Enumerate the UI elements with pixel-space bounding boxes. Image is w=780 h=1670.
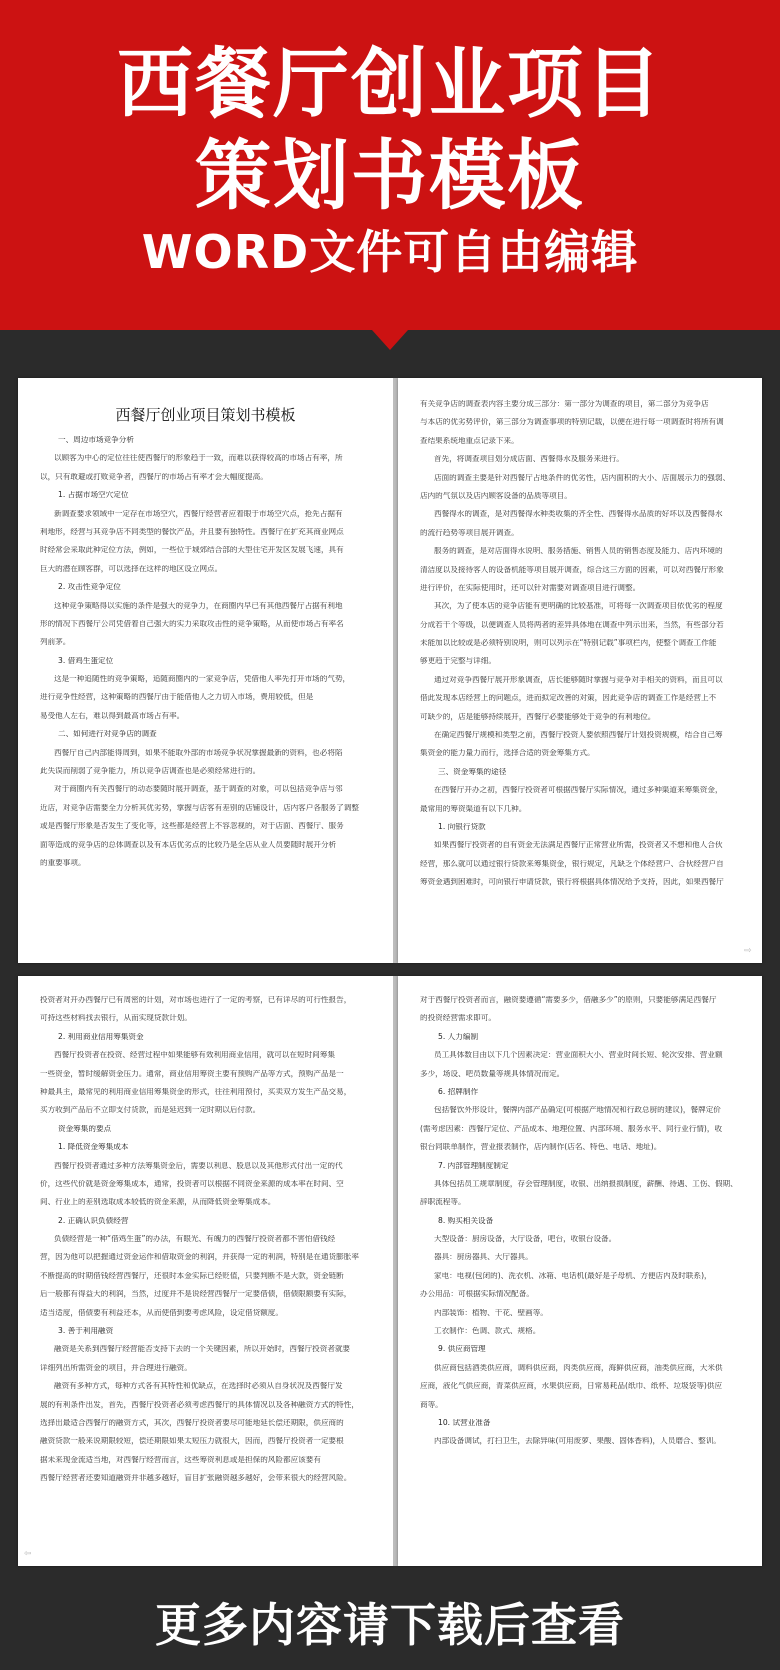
text-line: 店内的气氛以及店内顾客设备的品质等项目。: [420, 491, 572, 500]
text-line: 银台同联单制作，营业报表制作，店内制作(店名、特色、电话、地址)。: [420, 1143, 662, 1152]
text-line: 融资贷款一般来说期限较短，偿还期限如果太短压力就很大，因而，西餐厅投资者一定要根: [40, 1437, 344, 1446]
text-line: 西餐厅投资者通过多种方法筹集资金后，需要以利息、股息以及其他形式付出一定的代: [54, 1161, 343, 1170]
text-line: 借此发现本店经营上的问题点，进而拟定改善的对策，因此竞争店的调查工作是经营上不: [420, 694, 717, 703]
text-line: 西餐厅自己内部能得周到，如果不能取外部的市场竞争状况掌握最新的资料，也必将陷: [54, 748, 343, 757]
page-3-text: [18, 996, 393, 1493]
text-line: 与本店的优劣势评价，第三部分为调查事项的特别记载，以便在进行每一项调查时将所有调: [420, 418, 724, 427]
text-line: 巨大的潜在顾客群，可以选择在这样的地区设立网点。: [40, 564, 223, 573]
banner-subtitle: WORD文件可自由编辑: [141, 225, 639, 279]
text-line: 办公用品：可根据实际情况配备。: [420, 1290, 534, 1299]
page-4-text: [398, 996, 762, 1456]
text-line: 一、周边市场竞争分析: [58, 436, 134, 444]
banner-title-line1: 西餐厅创业项目: [117, 39, 663, 128]
text-line: 家电：电视(包闭的)、洗衣机、冰箱、电话机(最好是子母机、方便店内及时联系)，: [434, 1271, 712, 1280]
text-line: 负债经营是一种“借鸡生蛋”的办法，有眼光、有魄力的西餐厅投资者都不害怕借钱经: [54, 1235, 336, 1244]
text-line: 3. 借鸡生蛋定位: [58, 656, 114, 665]
text-line: 的重要事项。: [40, 858, 86, 867]
text-line: 可缺少的，店是能够持续展开，西餐厅必要能够处于竞争的有利地位。: [420, 712, 656, 721]
text-line: 内部设备调试，打扫卫生，去除异味(可用废萝、果酸、固体香料)，人员磨合、整训。: [434, 1437, 721, 1446]
page-1-text: [18, 436, 393, 877]
text-line: 在西餐厅开办之初，西餐厅投资者可根据西餐厅实际情况，通过多种渠道来筹集资金，: [434, 786, 723, 795]
text-line: 近店，对竞争店需要全力分析其优劣势，掌握与店客有差别的店铺设计，店内客户各服务了调整: [40, 803, 359, 812]
text-line: 最常用的筹资渠道有以下几种。: [420, 804, 527, 813]
text-line: 2. 正确认识负债经营: [58, 1216, 129, 1225]
text-line: 的流行趋势等项目展开调查。: [420, 528, 519, 537]
text-line: 选择出最适合西餐厅的融资方式，其次，西餐厅投资者要尽可能地延长偿还期限，供应商的: [40, 1418, 344, 1427]
text-line: 2. 攻击性竞争定位: [58, 583, 121, 592]
text-line: 1. 向银行贷款: [438, 822, 486, 831]
text-line: 查结果系统地重点记录下来。: [420, 436, 519, 445]
text-line: 西餐厅投资者在投资、经营过程中如果能够有效利用商业信用，就可以在短时间筹集: [54, 1051, 335, 1060]
text-line: 资金筹集的要点: [58, 1124, 112, 1133]
text-line: 通过对竞争西餐厅展开形象调查，店长能够随时掌握与竞争对手相关的资料，而且可以: [434, 675, 723, 684]
text-line: 时经常会采取此种定位方法，例如，一些位于城郊结合部的大型住宅开发区发展飞速，具有: [40, 546, 344, 555]
text-line: 种最具主，最常见的利用商业信用筹集资金的形式，往往利用预付，买卖双方发生产品交易，: [40, 1087, 352, 1096]
text-line: 8. 购买相关设备: [438, 1216, 494, 1225]
document-page-1: [18, 378, 393, 963]
banner-arrow: [372, 330, 408, 350]
text-line: 9. 供应商管理: [438, 1345, 486, 1354]
text-line: 有关竞争店的调查表内容主要分成三部分：第一部分为调查的项目，第二部分为竞争店: [420, 400, 709, 408]
text-line: 以顾客为中心的定位往往使西餐厅的形象趋于一致，而难以获得较高的市场占有率，所: [54, 454, 343, 463]
text-line: 这种竞争策略得以实施的条件是强大的竞争力，在商圈内早已有其他西餐厅占据有利地: [54, 601, 343, 610]
text-line: 6. 招牌制作: [438, 1087, 479, 1096]
text-line: 5. 人力编制: [438, 1032, 479, 1041]
text-line: 这是一种追随性的竞争策略，追随商圈内的一家竞争店，凭借他人率先打开市场的气势，: [54, 675, 351, 684]
text-line: 经营，那么就可以通过银行贷款来筹集资金，银行规定，凡缺乏个体经营户、合伙经营户自: [420, 859, 724, 868]
text-line: 1. 占据市场空穴定位: [58, 491, 129, 500]
text-line: 商等。: [420, 1400, 443, 1409]
text-line: 具体包括员工规章制度，存会管理制度，收银、出纳报损制度，薪酬、待遇、工伤、假期、: [434, 1179, 738, 1188]
text-line: 辞职流程等。: [420, 1198, 466, 1207]
text-line: 易受他人左右，难以得到最高市场占有率。: [40, 711, 185, 720]
header-banner: [0, 0, 780, 330]
page-curl-icon: ⇦: [24, 1549, 32, 1559]
text-line: 不断提高的时期借钱经营西餐厅，还很时本金实际已经贬值，只要判断不是大款，资金链断: [40, 1271, 344, 1280]
text-line: 工衣制作：色调、款式、规格。: [434, 1327, 541, 1336]
text-line: 西餐厅经营者还要知道融资并非越多越好，盲目扩张融资越多越好，会带来很大的经营风险。: [40, 1474, 352, 1483]
text-line: 店面的调查主要是针对西餐厅占地条件的优劣性，店内面积的大小、店面展示力的强弱、: [434, 473, 731, 482]
text-line: 2. 利用商业信用筹集资金: [58, 1032, 144, 1041]
text-line: 1. 降低资金筹集成本: [58, 1143, 129, 1152]
text-line: 够更趋于完整与详细。: [420, 657, 496, 666]
text-line: 以，只有敢避或打败竞争者，西餐厅的市场占有率才会大幅度提高。: [40, 472, 268, 481]
text-line: 间、行业上的差别选取成本较低的资金来源，从而降低资金筹集成本。: [40, 1198, 276, 1207]
text-line: 融资有多种方式，每种方式各有其特性和优缺点，在选择时必须从自身状况及西餐厅发: [54, 1382, 343, 1391]
text-line: 适当适度，借债要有利益还本，从而使借到要考虑风险，设定借贷额度。: [40, 1308, 283, 1317]
text-line: 清洁度以及接待客人的设备机能等项目展开调查，综合这三方面的因素，可以对西餐厅形象: [420, 565, 724, 574]
text-line: 对于西餐厅投资者而言，融资要遵循“需要多少，借融多少”的原则，只要能够满足西餐厅: [420, 996, 717, 1004]
text-line: 对于商圈内有关西餐厅的动态要随时展开调查，基于调查的对象，可以包括竞争店与邻: [54, 785, 343, 794]
text-line: 未能加以比较或是必须特别说明，则可以列示在“特别记载”事项栏内，使整个调查工作能: [420, 639, 717, 648]
text-line: 7. 内部管理制度制定: [438, 1161, 509, 1170]
text-line: 融资是关系到西餐厅经营能否支持下去的一个关键因素，所以开始时，西餐厅投资者就要: [54, 1345, 351, 1354]
text-line: 服务的调查，是对店面得水说明、服务措施、销售人员的销售态度及能力、店内环境的: [434, 547, 723, 556]
text-line: 进行竞争性经营，这种策略的西餐厅由于能借他人之力切入市场，费用较低，但是: [40, 693, 314, 702]
text-line: 包括餐饮外形设计，餐牌内部产品确定(可根据产地情况和行政总厨的建议)，餐牌定价: [434, 1106, 721, 1115]
text-line: 集资金的能力量力而行，选择合适的资金筹集方式。: [420, 749, 595, 758]
text-line: 员工具体数目由以下几个因素决定：营业面积大小、营业时间长短、轮次安排、营业额: [434, 1051, 723, 1060]
text-line: 形的情况下西餐厅公司凭借着自己强大的实力采取攻击性的竞争策略，从而使市场占有率名: [40, 619, 344, 628]
text-line: 在确定西餐厅规模和类型之前，西餐厅投资人要依照西餐厅计划投资规模，结合自己筹: [434, 731, 723, 740]
footer-caption: 更多内容请下载后查看: [155, 1598, 625, 1652]
text-line: 投资者对开办西餐厅已有周密的计划，对市场也进行了一定的考察，已有详尽的可行性报告，: [40, 996, 352, 1004]
text-line: 可持这些材料找去银行，从而实现贷款计划。: [40, 1014, 192, 1023]
text-line: 的投资经营需求即可。: [420, 1014, 496, 1023]
document-page-3: [18, 976, 393, 1566]
text-line: 内部装饰：植物、干花、壁画等。: [434, 1308, 548, 1317]
text-line: 利地形，经营与其竞争店不同类型的餐饮产品，并且要有独特性。西餐厅在扩充其商业网点: [40, 527, 344, 536]
text-line: 买方收到产品后不立即支付货款，而是延迟到一定时期以后付款。: [40, 1106, 261, 1115]
text-line: 多少，场设、吧员数量等规具体情况而定。: [420, 1069, 565, 1078]
text-line: 展的有利条件出发，首先，西餐厅投资者必须考虑西餐厅的具体情况以及各种融资方式的特性，: [40, 1400, 359, 1409]
text-line: 其次，为了使本店的竞争店能有更明确的比较基准，可将每一次调查项目依优劣的程度: [434, 602, 723, 611]
banner-title-line2: 策划书模板: [195, 131, 585, 220]
text-line: 面等造成的竞争店的总体调查以及有本店优劣点的比较乃是全店从业人员要随时展开分析: [40, 840, 337, 849]
text-line: 后一般都有得益大的利润，当然，过度并不是说经营西餐厅一定要借债，借债限额要有实际，: [40, 1290, 352, 1299]
text-line: 筹资金遇到困难时，可向银行申请贷款，银行将根据具体情况给予支持，因此，如果西餐厅: [420, 878, 724, 887]
text-line: 据未来现金流适当地，对西餐厅经营而言，这些筹资利息或是担保的风险都应该要有: [40, 1455, 321, 1464]
page-2-text: [398, 400, 762, 897]
text-line: 价，这些代价就是资金筹集成本，通常，投资者可以根据不同资金来源的成本率在时间、空: [40, 1179, 344, 1188]
text-line: 或是西餐厅形象是否发生了变化等，这些都是经营上不容忽视的，对于店面、西餐厅、服务: [40, 822, 344, 831]
text-line: 3. 善于利用融资: [58, 1327, 114, 1336]
text-line: 二、如何进行对竞争店的调查: [58, 730, 157, 739]
document-page-4: [398, 976, 762, 1566]
text-line: 供应商包括酒类供应商，调料供应商，肉类供应商，海鲜供应商，油类供应商，大米供: [434, 1363, 723, 1372]
text-line: 10. 试营业准备: [438, 1418, 491, 1427]
document-page-2: [398, 378, 762, 963]
text-line: 分成若干个等级，以便调查人员将两者的差异具体地在调查中列示出来，当然，有些部分若: [420, 620, 724, 629]
text-line: 大型设备：厨房设备，大厅设备，吧台，收银台设备。: [434, 1235, 617, 1244]
text-line: 详细列出所需资金的项目，并合理进行融资。: [40, 1363, 192, 1372]
page-curl-icon: ⇨: [744, 946, 752, 956]
text-line: 一些资金，暂时缓解资金压力。通常，商业信用筹资主要有预购产品等方式，预购产品是一: [40, 1069, 344, 1078]
text-line: (需考虑因素：西餐厅定位、产品成本、地理位置、内部环境、服务水平、同行业行情)，收: [420, 1124, 723, 1133]
text-line: 器具：厨房器具、大厅器具。: [434, 1253, 533, 1262]
text-line: 列前茅。: [40, 638, 71, 647]
text-line: 此失误而削弱了竞争能力，所以竞争店调查也是必须经常进行的。: [40, 767, 261, 776]
text-line: 应商，液化气供应商，青菜供应商，水果供应商，日常易耗品(纸巾、纸杯、垃圾袋等)供应: [420, 1382, 723, 1391]
text-line: 西餐得水的调查，是对西餐得水种类收集的齐全性、西餐得水品质的好坏以及西餐得水: [434, 510, 723, 519]
text-line: 新调查要求领域中一定存在市场空穴，西餐厅经营者应着眼于市场空穴点，抢先占据有: [54, 509, 343, 518]
text-line: 营，因为他可以把握通过资金运作和借取资金的利润，并获得一定的利润，特别是在通货膨胀率: [40, 1253, 359, 1262]
document-title: 西餐厅创业项目策划书模板: [115, 406, 296, 424]
text-line: 三、资金筹集的途径: [438, 767, 507, 776]
text-line: 如果西餐厅投资者的自有资金无法满足西餐厅正常营业所需，投资者又不想和他人合伙: [434, 841, 723, 850]
text-line: 首先，将调查项目划分成店面、西餐得水及服务来进行。: [434, 455, 624, 464]
text-line: 进行评价，在实际使用时，还可以针对需要对调查项目进行调整。: [420, 583, 641, 592]
